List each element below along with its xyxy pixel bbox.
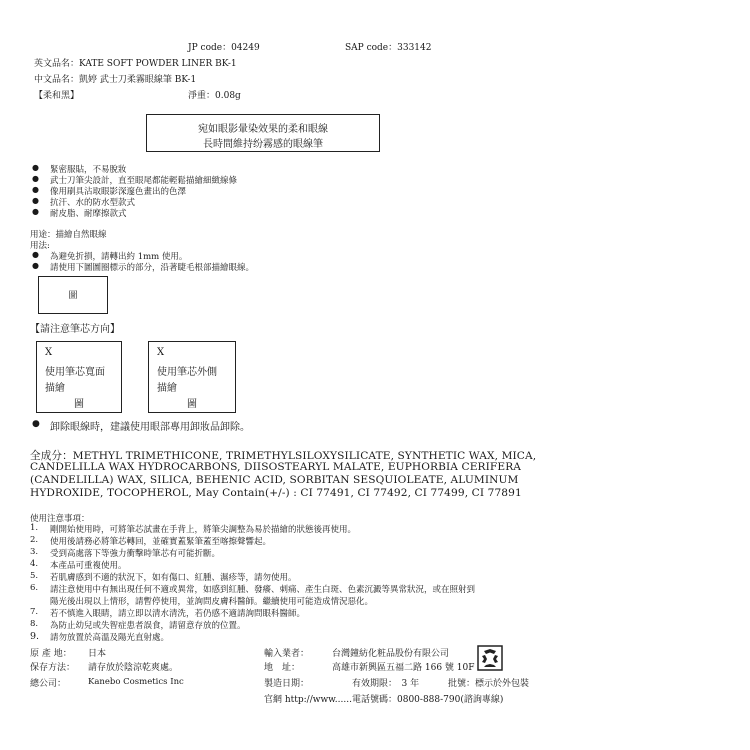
precaution-item: 請勿放置於高溫及陽光直射處。 (50, 633, 170, 643)
precaution-item: 請注意使用中有無出現任何不適或異常，如感到紅腫、發癢、刺痛、產生白斑、色素沉澱等異常狀況，或在照射到 (50, 585, 476, 595)
bullet-icon: ● (32, 163, 39, 172)
precaution-number: 2. (30, 535, 39, 545)
chinese-product-name: 中文品名：凱婷 武士刀柔霧眼線筆 BK-1 (34, 75, 197, 85)
usage-purpose: 用途：描繪自然眼線 (30, 230, 107, 240)
precaution-item: 為防止幼兒或失智症患者誤食，請留意存放的位置。 (50, 621, 246, 631)
bullet-icon: ● (32, 174, 39, 183)
removal-advice: 卸除眼線時，建議使用眼部專用卸妝品卸除。 (50, 422, 250, 433)
precaution-number: 7. (30, 607, 39, 617)
nib-wrong-wide-box (36, 341, 122, 413)
precaution-item: 若肌膚感到不適的狀況下，如有傷口、紅腫、濕疹等，請勿使用。 (50, 573, 297, 583)
jp-code: JP code：04249 (188, 43, 260, 53)
net-weight: 淨重：0.08g (188, 91, 241, 101)
bullet-icon: ● (32, 185, 39, 194)
usage-step: 為避免折損，請轉出約 1mm 使用。 (50, 252, 188, 262)
precaution-item: 剛開始使用時，可將筆芯試畫在手背上，將筆尖調整為易於描繪的狀態後再使用。 (50, 525, 357, 535)
nib-wrong-outer-line-2: 描繪 (157, 383, 177, 394)
usage-figure-box (38, 276, 108, 314)
precaution-number: 3. (30, 547, 39, 557)
precaution-number: 8. (30, 619, 39, 629)
bullet-icon: ● (32, 196, 39, 205)
address-value: 高雄市新興區五福二路 166 號 10F (332, 663, 475, 673)
nib-wrong-wide-line-1: 使用筆芯寬面 (45, 367, 105, 378)
precaution-number: 9. (30, 631, 40, 642)
phone-number: 電話號碼：0800-888-790(諮詢專線) (352, 695, 504, 705)
feature-item: 抗汗、水的防水型款式 (50, 198, 136, 208)
bullet-icon: ● (32, 419, 40, 429)
wrong-mark: X (45, 347, 53, 358)
importer-value: 台灣鐘紡化粧品股份有限公司 (332, 649, 450, 659)
usage-step: 請使用下圖圖圈標示的部分，沿著睫毛根部描繪眼線。 (50, 263, 255, 273)
nib-wrong-wide-line-2: 描繪 (45, 383, 65, 394)
precaution-number: 6. (30, 583, 39, 593)
bullet-icon: ● (32, 207, 39, 216)
manufacture-date-label: 製造日期： (264, 679, 310, 689)
official-website: 官網 http://www...... (264, 695, 352, 705)
tagline-line-1: 宛如眼影暈染效果的柔和眼線 (198, 124, 328, 135)
ingredients-line: CANDELILLA WAX HYDROCARBONS, DIISOSTEARYL MALATE, EUPHORBIA CERIFERA (30, 461, 522, 473)
wrong-mark: X (157, 347, 165, 358)
precaution-item: 本產品可重複使用。 (50, 561, 127, 571)
shade-name: 【柔和黑】 (34, 91, 80, 101)
storage-label: 保存方法： (30, 663, 76, 673)
ingredients-line: HYDROXIDE, TOCOPHEROL, May Contain(+/-) : CI 77491, CI 77492, CI 77499, CI 77891 (30, 487, 522, 499)
feature-item: 緊密服貼，不易脫妝 (50, 165, 127, 175)
precaution-item: 陽光後出現以上情形，請暫停使用，並詢問皮膚科醫師。繼續使用可能造成情況惡化。 (50, 597, 374, 607)
ingredients-line: 全成分：METHYL TRIMETHICONE, TRIMETHYLSILOXYSILICATE, SYNTHETIC WAX, MICA, (30, 450, 537, 462)
batch-number: 批號：標示於外包裝 (448, 679, 530, 689)
sap-code: SAP code：333142 (345, 43, 432, 53)
precaution-item: 使用後請務必將筆芯轉回，並確實蓋緊筆蓋至喀擦聲響起。 (50, 537, 272, 547)
figure-label: 圖 (187, 399, 197, 410)
precaution-item: 受到高處落下等強力衝擊時筆芯有可能折斷。 (50, 549, 221, 559)
hq-label: 總公司： (30, 679, 67, 689)
ingredients-line: (CANDELILLA) WAX, SILICA, BEHENIC ACID, SORBITAN SESQUIOLEATE, ALUMINUM (30, 474, 519, 486)
storage-value: 請存放於陰涼乾爽處。 (88, 663, 179, 673)
nib-wrong-outer-line-1: 使用筆芯外側 (157, 367, 217, 378)
recycling-symbol-icon (477, 645, 503, 671)
tagline-line-2: 長時間維持纷霧感的眼線筆 (203, 139, 323, 150)
precaution-number: 4. (30, 559, 39, 569)
feature-item: 武士刀筆尖設計，直至眼尾都能輕鬆描繪細緻線條 (50, 176, 238, 186)
importer-label: 輸入業者： (264, 649, 310, 659)
figure-label: 圖 (74, 399, 84, 410)
precaution-number: 5. (30, 571, 39, 581)
expiry: 有效期限： 3 年 (352, 679, 420, 689)
figure-label: 圖 (68, 291, 78, 301)
bullet-icon: ● (32, 250, 39, 259)
feature-item: 像用刷具沾取眼影深邃色畫出的色澤 (50, 187, 187, 197)
address-label: 地 址： (264, 663, 301, 673)
hq-value: Kanebo Cosmetics Inc (88, 677, 184, 687)
nib-notice-title: 【請注意筆芯方向】 (30, 324, 120, 335)
usage-method-label: 用法: (30, 241, 50, 251)
nib-wrong-outer-box (148, 341, 236, 413)
tagline-box (146, 114, 380, 152)
precautions-title: 使用注意事項： (30, 514, 90, 524)
origin-value: 日本 (88, 649, 107, 659)
origin-label: 原 產 地： (30, 649, 72, 659)
precaution-item: 若不慎進入眼睛，請立即以清水清洗，若仍感不適請詢問眼科醫師。 (50, 609, 306, 619)
feature-item: 耐皮脂、耐摩擦款式 (50, 209, 127, 219)
bullet-icon: ● (32, 261, 39, 270)
precaution-number: 1. (30, 523, 39, 533)
english-product-name: 英文品名：KATE SOFT POWDER LINER BK-1 (34, 59, 237, 69)
